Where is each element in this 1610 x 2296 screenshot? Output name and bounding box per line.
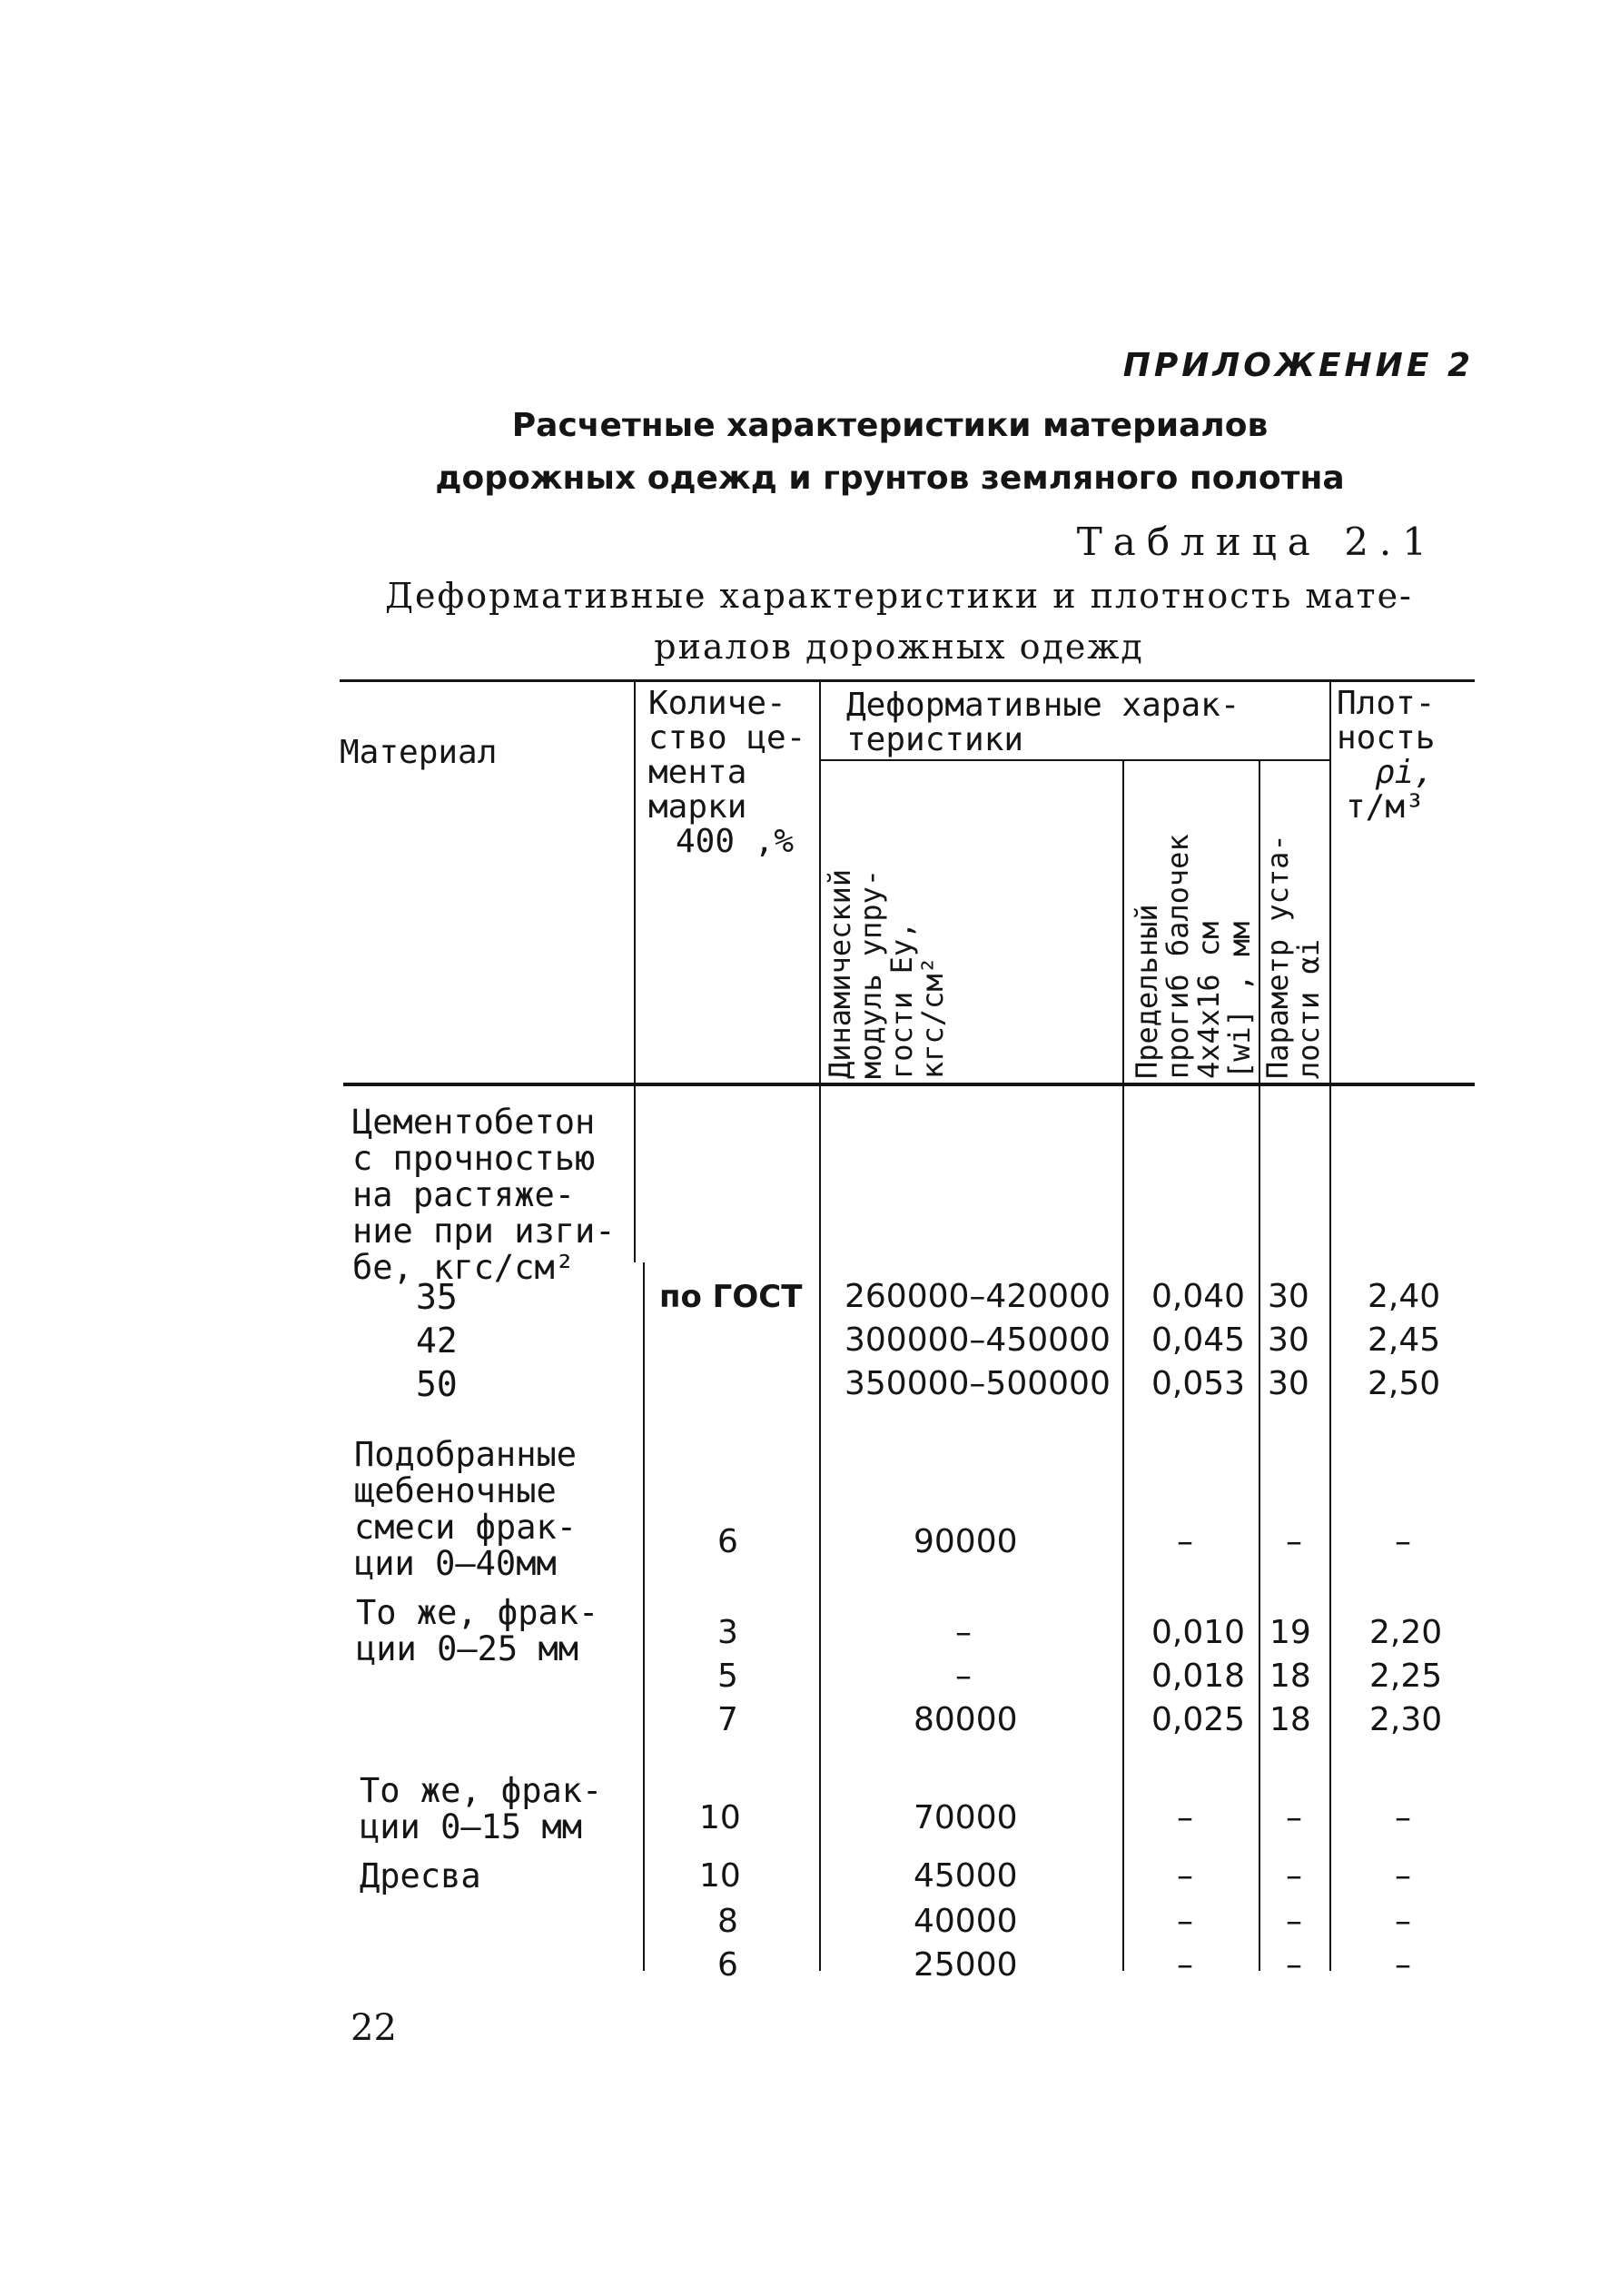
cell-modulus: 25000 [914,1946,1018,1984]
header-density [1337,687,1435,825]
group-label-line: с прочностью [352,1139,596,1178]
column-divider-5 [1329,681,1331,1971]
cell-modulus: 80000 [914,1701,1018,1738]
cell-modulus: – [955,1658,972,1695]
header-deflection-line: прогиб балочек [1161,834,1195,1079]
cell-deflection: 0,010 [1151,1614,1246,1651]
title-line-2: дорожных одежд и грунтов земляного полотна [435,460,1345,497]
header-modulus-line: гости Eу, [884,921,919,1079]
table-number: Таблица 2.1 [1076,520,1437,564]
cell-fatigue: – [1286,1799,1302,1836]
cell-deflection: – [1177,1799,1193,1836]
group-label-line: ции 0–15 мм [360,1807,583,1846]
cell-cement: 5 [717,1658,738,1695]
cell-modulus: 40000 [914,1903,1018,1940]
header-modulus-line: модуль упру- [854,868,888,1079]
caption-line-1: Деформативные характеристики и плотность мате- [385,576,1413,616]
group-crushed-stone-0-15 [360,1773,602,1846]
cell-deflection: – [1177,1946,1193,1984]
cell-deflection: – [1177,1857,1193,1895]
deform-group-rule [819,759,1329,761]
cell-fatigue: 30 [1268,1278,1309,1315]
caption-line-2: риалов дорожных одежд [654,627,1144,667]
cell-modulus: 45000 [914,1857,1018,1895]
group-cement-concrete [352,1104,616,1286]
cell-modulus: 260000–420000 [845,1278,1111,1315]
header-cement-line: Количе- [648,685,786,722]
cell-fatigue: – [1286,1946,1302,1984]
group-label-line: То же, фрак- [360,1771,603,1810]
group-label-line: То же, фрак- [356,1593,599,1632]
group-label-line: Дресва [360,1856,481,1895]
group-label-line: Цементобетон [352,1103,596,1142]
group-label-line: смеси фрак- [354,1508,578,1547]
cell-density: – [1395,1799,1411,1836]
cell-deflection: 0,018 [1151,1658,1246,1695]
cell-deflection: 0,025 [1151,1701,1246,1738]
cell-fatigue: 19 [1269,1614,1311,1651]
cell-fatigue: – [1286,1523,1302,1560]
group-label-line: ции 0–25 мм [356,1629,579,1668]
header-fatigue-line: лости αi [1291,938,1326,1079]
appendix-label: ПРИЛОЖЕНИЕ 2 [1122,347,1474,384]
column-divider-2 [819,681,821,1971]
cell-cement: 7 [717,1701,738,1738]
group-crushed-stone-0-25 [356,1595,598,1668]
group-label-line: Подобранные [354,1435,578,1474]
cell-density: 2,50 [1368,1365,1441,1402]
group-gruss [360,1858,481,1895]
cell-fatigue: 18 [1269,1701,1311,1738]
group-label-line: щебеночные [354,1471,557,1510]
group-label-line: бе, кгс/см² [352,1248,576,1287]
cell-cement: 3 [717,1614,738,1651]
cell-deflection: 0,053 [1151,1365,1246,1402]
group-crushed-stone-0-40 [354,1437,577,1582]
cell-density: – [1395,1857,1411,1895]
cell-density: – [1395,1903,1411,1940]
document-title [390,400,1389,505]
cell-density: 2,20 [1369,1614,1443,1651]
cell-fatigue: – [1286,1857,1302,1895]
cell-cement: 10 [699,1799,741,1836]
cell-density: 2,45 [1368,1321,1441,1359]
header-density-line: ρi, [1375,754,1435,791]
header-modulus [825,869,948,1079]
cell-fatigue: 30 [1268,1365,1309,1402]
column-divider-3 [1122,761,1124,1971]
group-label-line: на растяже- [352,1175,576,1214]
header-density-line: Плот- [1337,685,1436,722]
cell-density: – [1395,1523,1411,1560]
header-density-line: т/м³ [1346,788,1425,826]
cell-deflection: 0,040 [1151,1278,1246,1315]
cell-density: 2,25 [1369,1658,1443,1695]
cell-cement: по ГОСТ [659,1279,803,1315]
header-deflection-line: Предельный [1130,904,1164,1079]
cell-density: – [1395,1946,1411,1984]
cell-deflection: – [1177,1903,1193,1940]
cell-modulus: – [955,1614,972,1651]
header-deflection-line: [wi] , мм [1222,921,1257,1079]
header-deflection-line: 4x4x16 см [1191,921,1226,1079]
page-number: 22 [351,2007,397,2049]
header-modulus-line: Динамический [823,868,857,1079]
cell-deflection: – [1177,1523,1193,1560]
cell-cement: 8 [717,1903,738,1940]
group-label-line: ции 0–40мм [354,1544,557,1583]
cell-modulus: 70000 [914,1799,1018,1836]
header-deflection [1131,834,1255,1079]
header-deform-line: теристики [846,721,1024,758]
cell-deflection: 0,045 [1151,1321,1246,1359]
table-caption [336,570,1462,672]
header-fatigue [1262,834,1324,1079]
group-label-line: ние при изги- [352,1212,616,1251]
table-top-rule [340,679,1475,682]
title-line-1: Расчетные характеристики материалов [511,407,1269,444]
header-bottom-rule [343,1083,1475,1086]
header-cement-line: ство це- [648,719,806,757]
cell-material: 35 [416,1277,458,1317]
header-fatigue-line: Параметр уста- [1260,834,1295,1079]
header-cement-line: мента [648,754,747,791]
cell-fatigue: 18 [1269,1658,1311,1695]
header-cement [648,687,805,859]
header-density-line: ность [1337,719,1436,757]
cell-modulus: 350000–500000 [845,1365,1111,1402]
cell-fatigue: 30 [1268,1321,1309,1359]
cell-density: 2,40 [1368,1278,1441,1315]
column-divider-1 [634,681,636,1262]
cell-density: 2,30 [1369,1701,1443,1738]
header-cement-line: марки [648,788,747,826]
cell-cement: 6 [717,1946,738,1984]
header-deform-line: Деформативные харак- [846,687,1240,724]
column-divider-1-low [643,1262,645,1971]
header-material: Материал [340,734,498,771]
cell-cement: 10 [699,1857,741,1895]
cell-cement: 6 [717,1523,738,1560]
cell-fatigue: – [1286,1903,1302,1940]
header-cement-line: 400 ,% [676,823,795,860]
cell-modulus: 300000–450000 [845,1321,1111,1359]
cell-material: 42 [416,1321,458,1361]
header-deform-group [846,688,1240,757]
header-modulus-line: кгс/см² [915,956,950,1079]
cell-material: 50 [416,1364,458,1404]
cell-modulus: 90000 [914,1523,1018,1560]
